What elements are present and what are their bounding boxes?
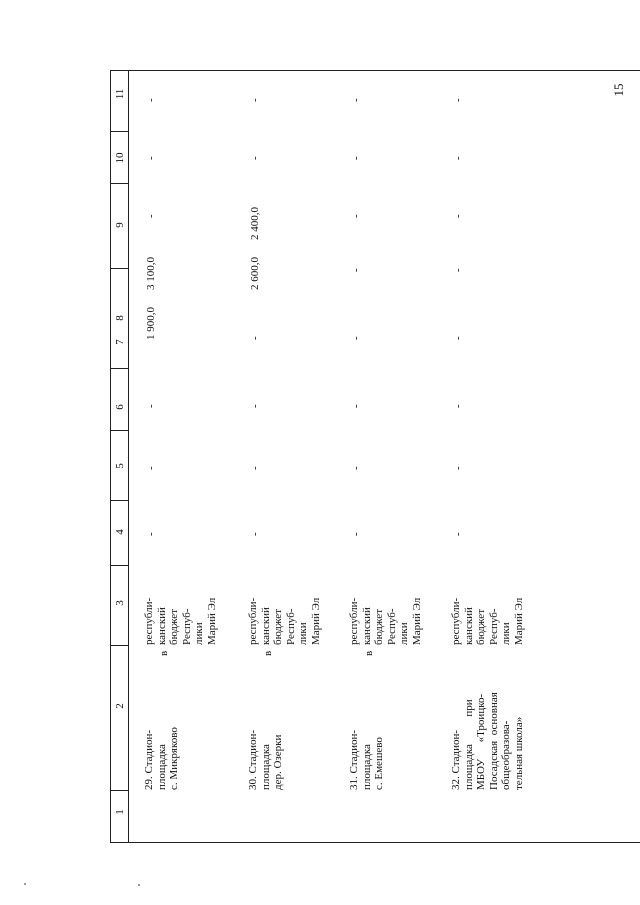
col-sep [110, 268, 128, 269]
column-number: 8 [114, 315, 126, 321]
cell-col11: - [452, 98, 464, 102]
cell-col5: - [452, 466, 464, 470]
cell-col6: - [249, 404, 261, 408]
table-rule-top [110, 70, 640, 71]
column-number: 2 [114, 703, 126, 709]
col-sep [110, 430, 128, 431]
page-number: 15 [611, 83, 626, 97]
cell-col4: - [452, 532, 464, 536]
row-name-mark: в [363, 650, 375, 656]
row-source: республи- канский бюджет Респуб- лики Марий Эл [348, 597, 423, 645]
column-number: 9 [114, 222, 126, 228]
row-name-mark: в [262, 650, 274, 656]
cell-col8: 2 600,0 [249, 257, 261, 290]
cell-col8: - [350, 268, 362, 272]
col-sep [110, 183, 128, 184]
row-source: республи- канский бюджет Респуб- лики Марий Эл [450, 597, 525, 645]
row-name-mark: в [158, 650, 170, 656]
cell-col5: - [350, 466, 362, 470]
cell-col7: - [452, 336, 464, 340]
cell-col11: - [145, 98, 157, 102]
column-number: 7 [114, 339, 126, 345]
col-sep [110, 368, 128, 369]
cell-col4: - [145, 532, 157, 536]
col-sep [110, 500, 128, 501]
cell-col8: 3 100,0 [145, 257, 157, 290]
row-name: 31. Стадион- площадка с. Емешево [348, 729, 385, 790]
cell-col8: - [452, 268, 464, 272]
header-column-rule [128, 70, 129, 842]
table-rule-left [110, 70, 111, 842]
cell-col6: - [350, 404, 362, 408]
column-number: 1 [114, 809, 126, 815]
cell-col10: - [350, 156, 362, 160]
cell-col6: - [145, 404, 157, 408]
cell-col9: - [145, 214, 157, 218]
table-rule-bottom [110, 842, 640, 843]
cell-col11: - [350, 98, 362, 102]
col-sep [110, 645, 128, 646]
cell-col9: 2 400,0 [249, 207, 261, 240]
cell-col9: - [452, 214, 464, 218]
cell-col10: - [249, 156, 261, 160]
col-sep [110, 131, 128, 132]
column-number: 11 [114, 88, 126, 100]
col-sep [110, 790, 128, 791]
col-sep [110, 565, 128, 566]
cell-col11: - [249, 98, 261, 102]
cell-col5: - [145, 466, 157, 470]
column-number: 4 [114, 529, 126, 535]
cell-col5: - [249, 466, 261, 470]
cell-col10: - [145, 156, 157, 160]
cell-col7: - [350, 336, 362, 340]
row-name: 29. Стадион- площадка с. Микряково [143, 727, 180, 790]
cell-col7: 1 900,0 [145, 307, 157, 340]
row-source: республи- канский бюджет Респуб- лики Марий Эл [247, 597, 322, 645]
row-name: 32. Стадион- площадка при МБОУ «Троицко- Посадская основная общеобразова- тельная школа» [450, 692, 525, 790]
column-number: 6 [114, 404, 126, 410]
column-number: 3 [114, 600, 126, 606]
cell-col6: - [452, 404, 464, 408]
scan-speck [138, 884, 140, 886]
row-source: республи- канский бюджет Респуб- лики Марий Эл [143, 597, 218, 645]
scan-speck [24, 883, 26, 885]
cell-col10: - [452, 156, 464, 160]
column-number: 5 [114, 463, 126, 469]
cell-col7: - [249, 336, 261, 340]
row-name: 30. Стадион- площадка дер. Озерки [247, 729, 284, 790]
cell-col4: - [350, 532, 362, 536]
cell-col9: - [350, 214, 362, 218]
column-number: 10 [114, 152, 126, 164]
cell-col4: - [249, 532, 261, 536]
